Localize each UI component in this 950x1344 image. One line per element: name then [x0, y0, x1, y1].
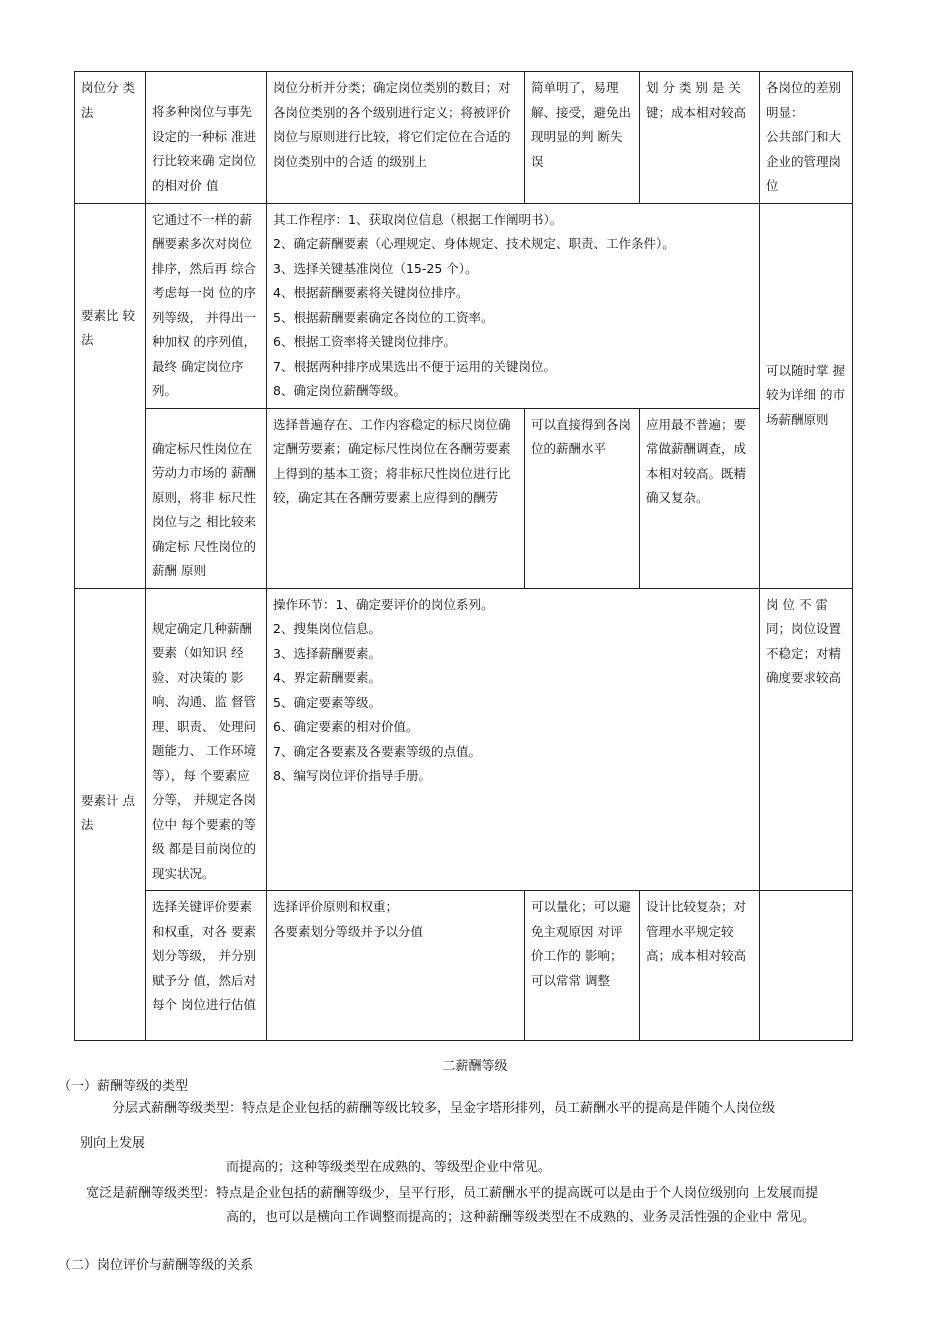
applicable-scope-cell: 可以随时掌 握较为详细 的市场薪酬原则 — [760, 203, 853, 588]
advantages-cell: 简单明了，易理解、接受，避免出现明显的判 断失误 — [525, 72, 640, 204]
procedure-cell: 岗位分析并分类；确定岗位类别的数目；对各岗位类别的各个级别进行定义；将被评价岗位与原则进行比较，将它们定位在合适的岗位类别中的合适 的级别上 — [267, 72, 525, 204]
method-description-cell: 它通过不一样的薪 酬要素多次对岗位排序，然后再 综合考虑每一岗 位的序列等级， 并得出一种加权 的序列值，最终 确定岗位序列。 — [146, 203, 267, 408]
method-name-cell: 岗位分 类法 — [75, 72, 146, 204]
method-name-cell: 要素比 较法 — [75, 203, 146, 588]
applicable-scope-cell: 各岗位的差别明显： 公共部门和大企业的管理岗位 — [760, 72, 853, 204]
advantages-cell: 可以量化；可以避免主观原因 对评价工作的 影响；可以常常 调整 — [525, 891, 640, 1041]
empty-cell — [760, 891, 853, 1041]
section-title: 二薪酬等级 — [442, 1059, 508, 1074]
paragraph-layered-grade-end: 而提高的；这种等级类型在成熟的、等级型企业中常见。 — [226, 1160, 552, 1175]
paragraph-broadband-grade: 宽泛是薪酬等级类型：特点是企业包括的薪酬等级少，呈平行形，员工薪酬水平的提高既可以是由于个人岗位级别向 上发展而提 — [86, 1186, 819, 1201]
disadvantages-cell: 设计比较复杂；对管理水平规定较高；成本相对较高 — [640, 891, 760, 1041]
subheading-evaluation-grade-relation: （二）岗位评价与薪酬等级的关系 — [58, 1258, 254, 1273]
applicable-scope-cell: 岗 位 不 雷同；岗位设置不稳定；对精确度要求较高 — [760, 588, 853, 891]
method-description-cell: 规定确定几种薪酬要素（如知识 经验、对决策的 影响、沟通、监 督管理、职责、 处理问题能力、 工作环境等），每 个要素应分等， 并规定各岗位中 每个要素的等级 都是目前岗位的现实状况。 — [146, 588, 267, 891]
disadvantages-cell: 应用最不普遍；要常做薪酬调查，成本相对较高。既精确又复杂。 — [640, 408, 760, 588]
disadvantages-cell: 划 分 类 别 是 关 键；成本相对较高 — [640, 72, 760, 204]
paragraph-broadband-grade-cont: 高的，也可以是横向工作调整而提高的；这种薪酬等级类型在不成熟的、业务灵活性强的企业中 常见。 — [226, 1210, 816, 1225]
table-row — [75, 203, 853, 408]
operation-steps-cell: 操作环节：1、确定要评价的岗位系列。 2、搜集岗位信息。 3、选择薪酬要素。 4、界定薪酬要素。 5、确定要素等级。 6、确定要素的相对价值。 7、确定各要素及各要素等级的点值。 8、编写岗位评价指导手册。 — [267, 588, 760, 891]
advantages-cell: 可以直接得到各岗位的薪酬水平 — [525, 408, 640, 588]
method-name-cell: 要素计 点法 — [75, 588, 146, 1041]
paragraph-layered-grade-cont: 别向上发展 — [80, 1136, 146, 1151]
paragraph-layered-grade: 分层式薪酬等级类型：特点是企业包括的薪酬等级比较多，呈金字塔形排列，员工薪酬水平的提高是伴随个人岗位级 — [112, 1101, 776, 1116]
method-description-cell: 选择关键评价要素和权重，对各 要素划分等级， 并分别赋予分 值，然后对每个 岗位进行估值 — [146, 891, 267, 1041]
method-description-cell: 确定标尺性岗位在劳动力市场的 薪酬原则，将非 标尺性岗位与之 相比较来确定标 尺性岗位的薪酬 原则 — [146, 408, 267, 588]
method-description-cell: 将多种岗位与事先设定的一种标 准进行比较来确 定岗位的相对价 值 — [146, 72, 267, 204]
table-row — [75, 891, 853, 1041]
work-procedure-cell: 其工作程序：1、获取岗位信息（根据工作阐明书）。 2、确定薪酬要素（心理规定、身体规定、技术规定、职责、工作条件）。 3、选择关键基准岗位（15-25 个）。 4、根据薪酬要素将关键岗位排序。 5、根据薪酬要素确定各岗位的工资率。 6、根据工资率将关键岗位排序。 7、根据两种排序成果选出不便于运用的关键岗位。 8、确定岗位薪酬等级。 — [267, 203, 760, 408]
table-row — [75, 408, 853, 588]
procedure-cell: 选择评价原则和权重； 各要素划分等级并予以分值 — [267, 891, 525, 1041]
subheading-salary-grade-types: （一）薪酬等级的类型 — [58, 1079, 189, 1094]
table-row — [75, 588, 853, 891]
table-row — [75, 72, 853, 204]
job-evaluation-table — [74, 71, 853, 1041]
procedure-cell: 选择普遍存在、工作内容稳定的标尺岗位确定酬劳要素；确定标尺性岗位在各酬劳要素上得到的基本工资；将非标尺性岗位进行比较，确定其在各酬劳要素上应得到的酬劳 — [267, 408, 525, 588]
